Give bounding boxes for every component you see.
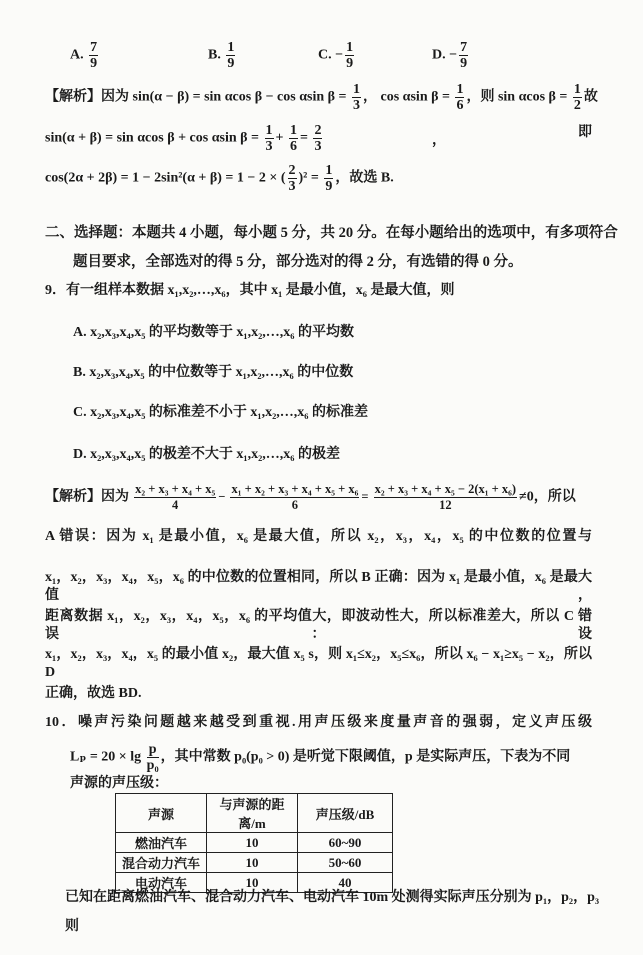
section-header-line-1: 二、选择题：本题共 4 小题，每小题 5 分，共 20 分。在每小题给出的选项中，有多项符合 — [45, 225, 618, 241]
q9-analysis-line-3: x₁，x₂，x₃，x₄，x₅，x₆ 的中位数的位置相同，所以 B 正确：因为 x₁ 是最小值，x₆ 是最大值， — [45, 570, 592, 603]
denominator: 9 — [325, 179, 333, 194]
fraction — [573, 82, 582, 113]
numerator: 7 — [90, 40, 98, 55]
table-cell: 60~90 — [298, 833, 393, 853]
table-cell: 10 — [207, 873, 298, 893]
denominator: 3 — [353, 98, 360, 113]
fraction — [324, 163, 333, 194]
option-fraction — [89, 40, 98, 71]
fraction — [147, 742, 159, 773]
table-row — [116, 853, 393, 873]
numerator: x₂ + x₃ + x₄ + x₅ − 2(x₁ + x₆) — [374, 482, 517, 496]
q9-analysis-line-2: A 错误：因为 x₁ 是最小值，x₆ 是最大值，所以 x₂，x₃，x₄，x₅ 的中位数的位置与 — [45, 529, 592, 544]
section-header-line-2: 题目要求，全部选对的得 5 分，部分选对的得 2 分，有选错的得 0 分。 — [73, 254, 523, 270]
table-cell: 10 — [207, 853, 298, 873]
denominator: 9 — [460, 56, 468, 71]
denominator: 9 — [346, 56, 354, 71]
fraction — [288, 163, 297, 194]
q8-option-c — [318, 40, 356, 71]
table-cell: 混合动力汽车 — [116, 853, 207, 873]
option-sign: − — [335, 47, 344, 63]
q9-analysis-line-5: x₁，x₂，x₃，x₄，x₅ 的最小值 x₂，最大值 x₅ s，则 x₁≤x₂，x₅≤x₆，所以 x₆ − x₁≥x₅ − x₂，所以 D — [45, 647, 592, 680]
q10-then: 则 — [65, 919, 79, 934]
text: 故 — [583, 89, 598, 105]
denominator: 12 — [439, 498, 452, 512]
table-header: 与声源的距离/m — [207, 794, 298, 833]
denominator: 9 — [227, 56, 235, 71]
denominator: p₀ — [146, 758, 159, 773]
q8-option-a — [70, 40, 100, 71]
q9-stem: 9．有一组样本数据 x₁,x₂,…,x₆，其中 x₁ 是最小值，x₆ 是最大值，则 — [45, 283, 455, 298]
table-header: 声压级/dB — [298, 794, 393, 833]
table-cell: 10 — [207, 833, 298, 853]
text: Lₚ = 20 × lg — [70, 749, 142, 765]
option-label: D. — [432, 47, 446, 63]
text: 因为 — [101, 489, 129, 505]
text: ，则 sin αcos β = — [466, 89, 568, 105]
q10-stem: 10．噪声污染问题越来越受到重视.用声压级来度量声音的强弱，定义声压级 — [45, 715, 592, 730]
text: 因为 sin(α − β) = sin αcos β − cos αsin β = — [101, 89, 347, 105]
option-fraction — [226, 40, 235, 71]
q9-option-c: C. x₂,x₃,x₄,x₅ 的标准差不小于 x₁,x₂,…,x₆ 的标准差 — [73, 405, 368, 420]
denominator: 6 — [291, 498, 299, 512]
table-row — [116, 833, 393, 853]
numerator: 1 — [456, 82, 464, 97]
q8-analysis-line-2 — [45, 123, 324, 154]
numerator: 2 — [314, 123, 322, 138]
q9-analysis-line-1 — [45, 482, 576, 513]
option-label: A. — [70, 47, 84, 63]
sound-level-table — [115, 793, 393, 893]
table-header-row — [116, 794, 393, 833]
text: − — [218, 489, 226, 504]
text: ， — [432, 133, 446, 148]
table-header: 声源 — [116, 794, 207, 833]
denominator: 6 — [289, 139, 297, 154]
analysis-tag: 【解析】 — [45, 89, 101, 105]
text: 即 — [578, 125, 592, 140]
q8-option-b — [208, 40, 237, 71]
option-label: B. — [208, 47, 221, 63]
text: )² = — [298, 170, 319, 186]
q9-analysis-line-6: 正确，故选 BD. — [45, 686, 142, 701]
fraction — [230, 482, 359, 513]
denominator: 3 — [265, 139, 273, 154]
denominator: 2 — [573, 98, 581, 113]
fraction — [134, 482, 216, 513]
q8-analysis-line-3 — [45, 163, 394, 194]
numerator: 2 — [288, 163, 296, 178]
q9-option-b: B. x₂,x₃,x₄,x₅ 的中位数等于 x₁,x₂,…,x₆ 的中位数 — [73, 365, 354, 380]
numerator: p — [147, 742, 159, 758]
table-cell: 50~60 — [298, 853, 393, 873]
q9-option-a: A. x₂,x₃,x₄,x₅ 的平均数等于 x₁,x₂,…,x₆ 的平均数 — [73, 325, 354, 340]
numerator: 1 — [346, 40, 354, 55]
text: ， cos αsin β = — [363, 89, 450, 105]
option-fraction — [459, 40, 468, 71]
text: sin(α + β) = sin αcos β + cos αsin β = — [45, 130, 259, 146]
option-fraction — [345, 40, 354, 71]
text: ≠0，所以 — [519, 489, 576, 505]
q9-analysis-line-4: 距离数据 x₁，x₂，x₃，x₄，x₅，x₆ 的平均值大，即波动性大，所以标准差大，所以 C 错误：设 — [45, 609, 592, 642]
fraction — [352, 82, 361, 113]
q10-line-3: 声源的声压级： — [70, 776, 168, 791]
table-cell: 40 — [298, 873, 393, 893]
numerator: 7 — [460, 40, 468, 55]
fraction — [265, 123, 274, 154]
fraction — [455, 82, 464, 113]
text: ，其中常数 p₀(p₀ > 0) 是听觉下限阈值，p 是实际声压，下表为不同 — [160, 749, 571, 765]
text: cos(2α + 2β) = 1 − 2sin²(α + β) = 1 − 2 × ( — [45, 170, 286, 186]
fraction — [313, 123, 322, 154]
q10-after-table: 已知在距离燃油汽车、混合动力汽车、电动汽车 10m 处测得实际声压分别为 p₁，p₂，p₃ — [65, 890, 600, 905]
fraction — [289, 123, 298, 154]
numerator: 1 — [265, 123, 273, 138]
denominator: 3 — [314, 139, 322, 154]
q8-analysis-line-1 — [45, 82, 598, 113]
q9-option-d: D. x₂,x₃,x₄,x₅ 的极差不大于 x₁,x₂,…,x₆ 的极差 — [73, 447, 340, 462]
analysis-tag: 【解析】 — [45, 489, 101, 505]
denominator: 6 — [456, 98, 464, 113]
text: = — [361, 489, 369, 504]
denominator: 9 — [90, 56, 98, 71]
text: + — [275, 130, 284, 146]
text: ，故选 B. — [335, 170, 394, 186]
numerator: 1 — [353, 82, 360, 97]
numerator: 1 — [573, 82, 581, 97]
numerator: x₁ + x₂ + x₃ + x₄ + x₅ + x₆ — [231, 482, 359, 496]
q8-option-d — [432, 40, 470, 71]
option-label: C. — [318, 47, 332, 63]
q10-formula-line — [70, 742, 570, 773]
table-cell: 燃油汽车 — [116, 833, 207, 853]
option-sign: − — [449, 47, 458, 63]
numerator: 1 — [325, 163, 333, 178]
table-cell: 电动汽车 — [116, 873, 207, 893]
denominator: 4 — [172, 498, 179, 512]
numerator: 1 — [227, 40, 235, 55]
text: = — [299, 130, 308, 146]
fraction — [374, 482, 517, 513]
numerator: 1 — [289, 123, 297, 138]
numerator: x₂ + x₃ + x₄ + x₅ — [135, 482, 216, 496]
denominator: 3 — [288, 179, 296, 194]
